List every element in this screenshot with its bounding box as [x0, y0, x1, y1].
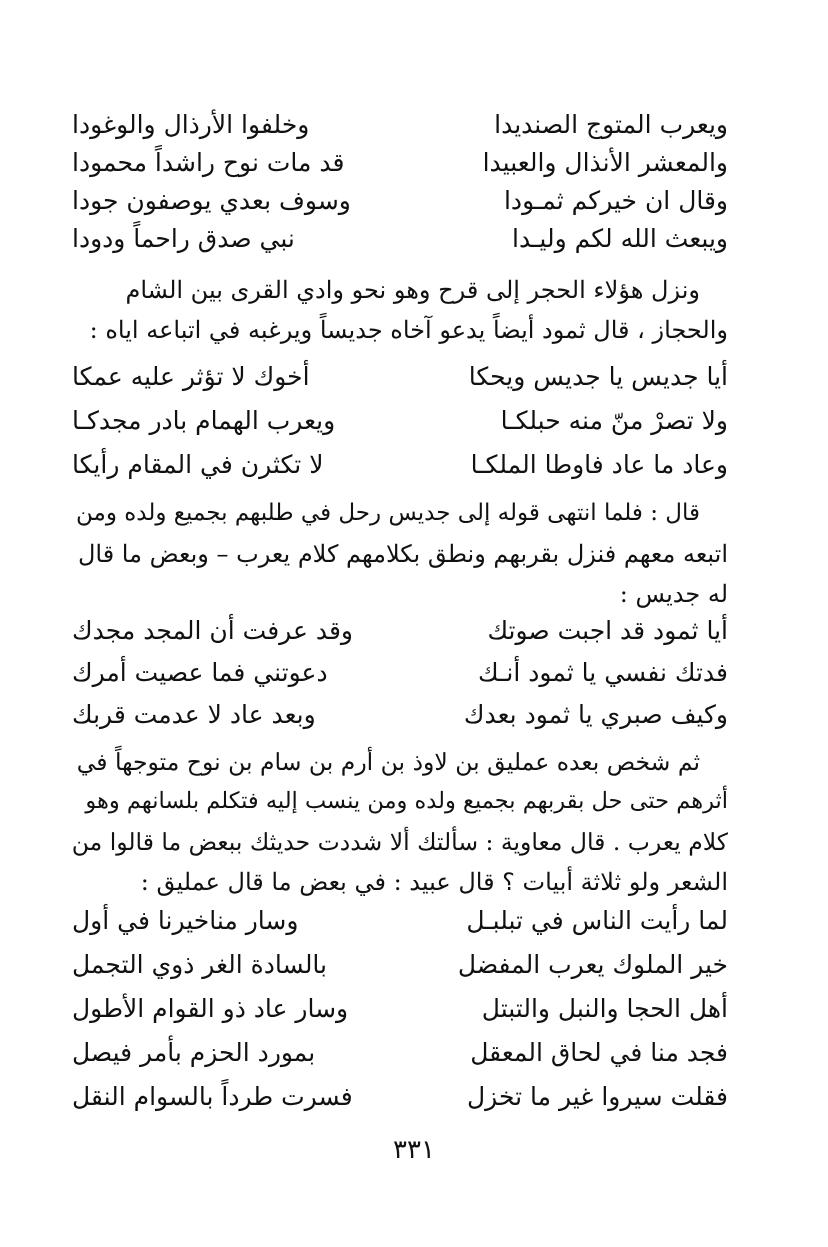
first-hemistich: فقلت سيروا غير ما تخزل	[467, 1082, 728, 1111]
first-hemistich: أيا جديس يا جديس ويحكا	[468, 362, 728, 391]
prose-line: له جديس :	[619, 580, 728, 608]
verse-line	[72, 702, 728, 744]
first-hemistich: والمعشر الأنذال والعبيدا	[482, 148, 728, 177]
first-hemistich: وكيف صبري يا ثمود بعدك	[463, 700, 728, 729]
prose-line: قال : فلما انتهى قوله إلى جديس رحل في طلبهم بجميع ولده ومن	[76, 500, 700, 526]
verse-line	[72, 188, 728, 226]
second-hemistich: نبي صدق راحماً ودودا	[72, 224, 295, 253]
prose-line: اتبعه معهم فنزل بقربهم ونطق بكلامهم كلام يعرب – وبعض ما قال	[77, 540, 728, 568]
second-hemistich: وخلفوا الأرذال والوغودا	[72, 110, 310, 139]
second-hemistich: بمورد الحزم بأمر فيصل	[72, 1038, 316, 1067]
first-hemistich: أهل الحجا والنبل والتبتل	[481, 994, 728, 1023]
verse-line	[72, 908, 728, 952]
verse-line	[72, 408, 728, 452]
verse-line	[72, 618, 728, 660]
first-hemistich: وقال ان خيركم ثمـودا	[503, 186, 728, 215]
verse-line	[72, 996, 728, 1040]
prose-line: كلام يعرب . قال معاوية : سألتك ألا شددت حديثك ببعض ما قالوا من	[71, 828, 728, 856]
verse-line	[72, 1084, 728, 1128]
second-hemistich: وقد عرفت أن المجد مجدك	[72, 616, 353, 645]
second-hemistich: قد مات نوح راشداً محمودا	[72, 148, 345, 177]
poem-2	[72, 364, 728, 496]
first-hemistich: فدتك نفسي يا ثمود أنـك	[478, 658, 728, 687]
prose-paragraph-3	[72, 748, 728, 908]
first-hemistich: ولا تصرْ منّ منه حبلكـا	[500, 406, 728, 435]
prose-line: والحجاز ، قال ثمود أيضاً يدعو آخاه جديساً ويرغبه في اتباعه اياه :	[89, 316, 728, 344]
page-number: ٣٣١	[393, 1135, 435, 1165]
verse-line	[72, 112, 728, 150]
second-hemistich: فسرت طرداً بالسوام النقل	[72, 1082, 353, 1111]
first-hemistich: فجد منا في لحاق المعقل	[470, 1038, 728, 1067]
verse-line	[72, 952, 728, 996]
first-hemistich: وعاد ما عاد فاوطا الملكـا	[470, 450, 728, 479]
first-hemistich: ويبعث الله لكم وليـدا	[512, 224, 728, 253]
second-hemistich: وسوف بعدي يوصفون جودا	[72, 186, 351, 215]
first-hemistich: خير الملوك يعرب المفضل	[457, 950, 728, 979]
verse-line	[72, 1040, 728, 1084]
prose-line: ونزل هؤلاء الحجر إلى قرح وهو نحو وادي القرى بين الشام	[125, 276, 700, 304]
second-hemistich: بالسادة الغر ذوي التجمل	[72, 950, 328, 979]
verse-line	[72, 150, 728, 188]
first-hemistich: لما رأيت الناس في تبلبـل	[466, 906, 728, 935]
second-hemistich: دعوتني فما عصيت أمرك	[72, 658, 328, 687]
prose-paragraph-2	[72, 500, 728, 620]
first-hemistich: أيا ثمود قد اجبت صوتك	[487, 616, 728, 645]
verse-line	[72, 226, 728, 264]
prose-line: أثرهم حتى حل بقربهم بجميع ولده ومن ينسب إليه فتكلم بلسانهم وهو	[85, 788, 728, 814]
second-hemistich: أخوك لا تؤثر عليه عمكا	[72, 362, 310, 391]
second-hemistich: وبعد عاد لا عدمت قربك	[72, 700, 316, 729]
verse-line	[72, 660, 728, 702]
second-hemistich: لا تكثرن في المقام رأيكا	[72, 450, 324, 479]
poem-1	[72, 112, 728, 264]
second-hemistich: وسار عاد ذو القوام الأطول	[72, 994, 349, 1023]
poem-4	[72, 908, 728, 1128]
second-hemistich: وسار مناخيرنا في أول	[72, 906, 299, 935]
verse-line	[72, 364, 728, 408]
first-hemistich: ويعرب المتوج الصنديدا	[494, 110, 728, 139]
second-hemistich: ويعرب الهمام بادر مجدكـا	[72, 406, 336, 435]
poem-3	[72, 618, 728, 744]
prose-line: الشعر ولو ثلاثة أبيات ؟ قال عبيد : في بعض ما قال عمليق :	[140, 868, 728, 896]
verse-line	[72, 452, 728, 496]
prose-paragraph-1	[72, 276, 728, 356]
prose-line: ثم شخص بعده عمليق بن لاوذ بن أرم بن سام بن نوح متوجهاً في	[76, 748, 700, 776]
